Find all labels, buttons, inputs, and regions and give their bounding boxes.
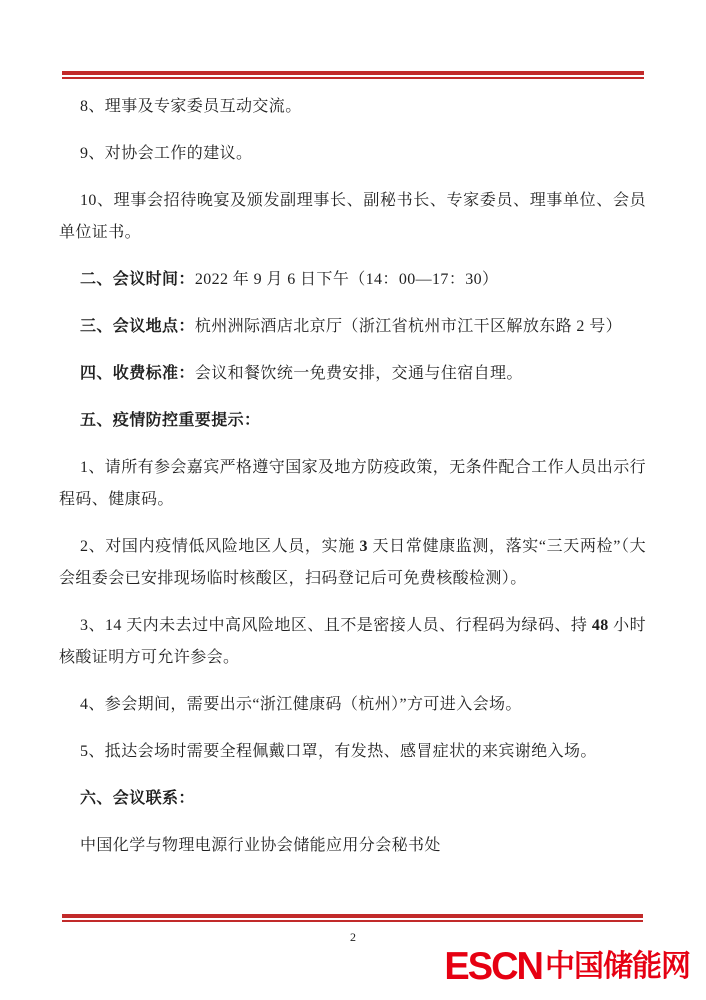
heading-text: 四、收费标准：	[80, 365, 195, 382]
paragraph	[59, 452, 646, 516]
body-text: 5、抵达会场时需要全程佩戴口罩，有发热、感冒症状的来宾谢绝入场。	[80, 743, 597, 760]
body-text: 2022 年 9 月 6 日下午（14：00—17：30）	[194, 271, 499, 288]
escn-logo	[444, 946, 690, 988]
paragraph	[59, 91, 646, 123]
paragraph	[59, 610, 646, 674]
body-text: 会议和餐饮统一免费安排，交通与住宿自理。	[194, 365, 523, 382]
heading-text: 六、会议联系：	[80, 790, 195, 807]
body-text: 8、理事及专家委员互动交流。	[80, 98, 302, 115]
heading-text: 五、疫情防控重要提示：	[80, 412, 261, 429]
body-text: 天日常健康监测，落实“三天两检”（大会组委会已安排现场临时核酸区，扫码登记后可免费核酸检测）。	[59, 538, 646, 587]
paragraph	[59, 830, 646, 862]
paragraph	[59, 531, 646, 595]
body-text: 9、对协会工作的建议。	[80, 145, 253, 162]
body-text: 1、请所有参会嘉宾严格遵守国家及地方防疫政策，无条件配合工作人员出示行程码、健康码。	[59, 459, 647, 508]
bottom-double-rule	[62, 914, 643, 922]
heading-text: 三、会议地点：	[80, 318, 195, 335]
heading-text: 二、会议时间：	[80, 271, 195, 288]
body-text: 3、14 天内未去过中高风险地区、且不是密接人员、行程码为绿码、持	[80, 617, 592, 634]
paragraph	[59, 138, 646, 170]
body-text: 杭州洲际酒店北京厅（浙江省杭州市江干区解放东路 2 号）	[194, 318, 623, 335]
body-text: 4、参会期间，需要出示“浙江健康码（杭州）”方可进入会场。	[80, 696, 522, 713]
paragraph	[59, 736, 646, 768]
document-body	[59, 91, 646, 862]
paragraph	[59, 689, 646, 721]
escn-logo-latin: ESCN	[444, 945, 542, 989]
paragraph	[59, 185, 646, 249]
body-text: 2、对国内疫情低风险地区人员，实施	[80, 538, 360, 555]
paragraph	[59, 264, 646, 296]
body-text: 小时核酸证明方可允许参会。	[59, 617, 646, 666]
top-double-rule	[62, 71, 644, 79]
paragraph	[59, 783, 646, 815]
paragraph	[59, 405, 646, 437]
paragraph	[59, 358, 646, 390]
body-text: 中国化学与物理电源行业协会储能应用分会秘书处	[80, 837, 441, 854]
heading-text: 48	[591, 617, 609, 634]
body-text: 10、理事会招待晚宴及颁发副理事长、副秘书长、专家委员、理事单位、会员单位证书。	[59, 192, 646, 241]
page-number: 2	[350, 930, 356, 944]
paragraph	[59, 311, 646, 343]
escn-logo-chinese: 中国储能网	[545, 950, 690, 983]
heading-text: 3	[359, 538, 368, 555]
